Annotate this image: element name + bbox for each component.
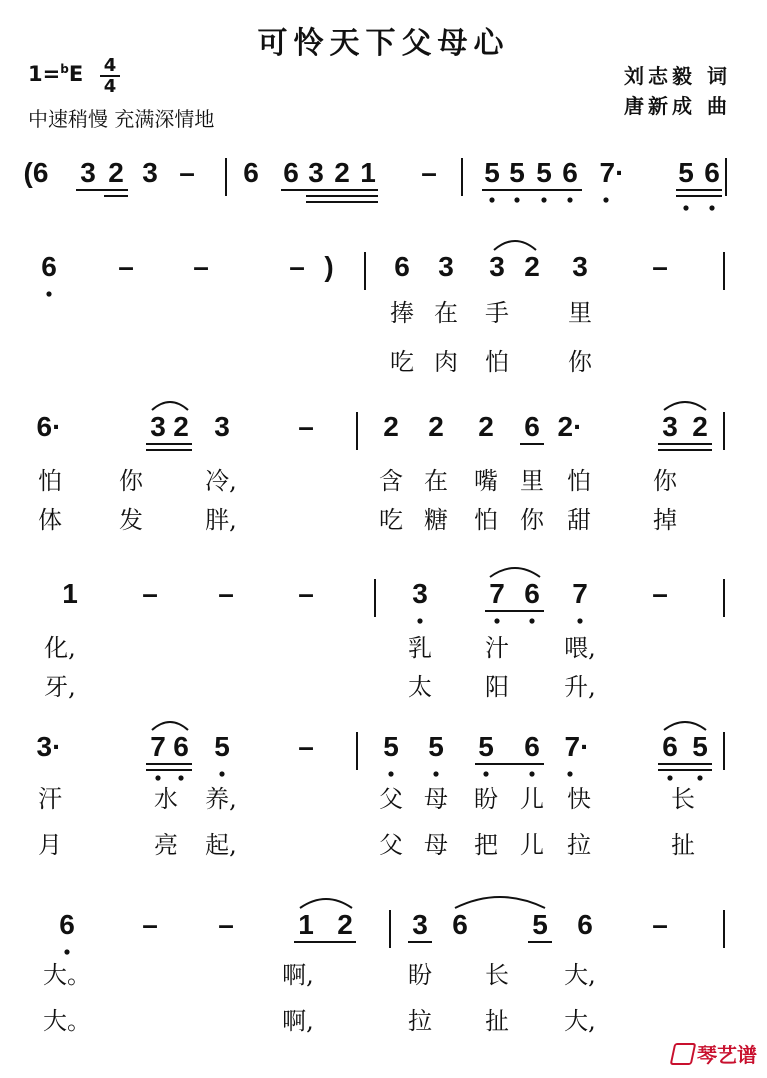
logo-icon [670, 1043, 697, 1065]
lyric-char: 掉 [653, 506, 677, 534]
lyricist-credit: 刘志毅 词 [624, 64, 731, 88]
note: 6 [562, 157, 578, 188]
lyric-char: 盼 [474, 785, 498, 813]
lyric-char: 含 [379, 467, 403, 495]
low-octave-dot [178, 775, 183, 780]
lyric-char: 大, [564, 1007, 596, 1035]
low-octave-dot [709, 205, 714, 210]
note: 6 [173, 731, 189, 762]
lyric-char: 儿 [520, 831, 544, 859]
lyric-char: 甜 [567, 506, 591, 534]
note: 5 [692, 731, 708, 762]
lyric-char: 冷, [205, 467, 237, 495]
lyric-char: 拉 [567, 831, 591, 859]
lyric-char: 太 [408, 673, 432, 701]
note: 2 [334, 157, 350, 188]
dash: – [179, 157, 195, 188]
site-logo: 琴艺谱 [672, 1039, 757, 1068]
note: 6 [662, 731, 678, 762]
lyric-char: 怕 [567, 467, 591, 495]
lyric-char: 大。 [43, 961, 91, 989]
note: 6 [59, 909, 75, 940]
lyric-char: 发 [119, 506, 143, 534]
lyric-char: 怕 [474, 506, 498, 534]
note: 7· [599, 157, 625, 188]
lyric-char: 长 [671, 785, 695, 813]
note: 5 [383, 731, 399, 762]
dash: – [142, 909, 158, 940]
lyric-char: 在 [434, 299, 458, 327]
note: 6 [394, 251, 410, 282]
dash: – [298, 731, 314, 762]
low-octave-dot [433, 771, 438, 776]
lyric-char: 啊, [282, 1007, 314, 1035]
lyric-char: 把 [474, 831, 498, 859]
paren: ) [324, 251, 334, 282]
low-octave-dot [567, 197, 572, 202]
lyric-char: 吃 [379, 506, 403, 534]
note: 1 [62, 578, 78, 609]
lyric-char: 起, [205, 831, 237, 859]
lyric-char: 盼 [408, 961, 432, 989]
note: 2 [692, 411, 708, 442]
dash: – [118, 251, 134, 282]
low-octave-dot [46, 291, 51, 296]
lyric-char: 父 [379, 785, 403, 813]
note: 5 [214, 731, 230, 762]
low-octave-dot [667, 775, 672, 780]
dash: – [218, 578, 234, 609]
note: 3 [80, 157, 96, 188]
low-octave-dot [489, 197, 494, 202]
note: 7 [489, 578, 505, 609]
note: 2 [478, 411, 494, 442]
note: 3 [150, 411, 166, 442]
lyric-char: 牙, [44, 673, 76, 701]
note: 2· [557, 411, 583, 442]
low-octave-dot [155, 775, 160, 780]
note: 3 [489, 251, 505, 282]
key-signature: 1=$^b$E [28, 62, 84, 86]
note: 3· [36, 731, 62, 762]
lyric-char: 养, [205, 785, 237, 813]
dash: – [421, 157, 437, 188]
lyric-char: 怕 [485, 348, 509, 376]
lyric-char: 啊, [282, 961, 314, 989]
lyric-char: 体 [38, 506, 62, 534]
lyric-char: 汗 [38, 785, 62, 813]
note: 2 [428, 411, 444, 442]
lyric-char: 捧 [390, 299, 414, 327]
note: 6 [704, 157, 720, 188]
lyric-char: 吃 [390, 348, 414, 376]
tie-slur [300, 899, 352, 908]
lyric-char: 糖 [424, 506, 448, 534]
tempo-marking: 中速稍慢 充满深情地 [28, 107, 215, 131]
note: 5 [678, 157, 694, 188]
lyric-char: 水 [154, 785, 178, 813]
note: 7 [150, 731, 166, 762]
lyric-char: 喂, [564, 634, 596, 662]
lyric-char: 母 [424, 831, 448, 859]
note: 3 [308, 157, 324, 188]
note: 6 [41, 251, 57, 282]
tie-slur [455, 897, 545, 908]
lyric-char: 你 [520, 506, 544, 534]
low-octave-dot [219, 771, 224, 776]
lyric-char: 汁 [485, 634, 509, 662]
lyric-char: 大。 [43, 1007, 91, 1035]
dash: – [652, 251, 668, 282]
note: 3 [214, 411, 230, 442]
note: 5 [478, 731, 494, 762]
lyric-char: 里 [568, 299, 592, 327]
dash: – [289, 251, 305, 282]
tie-slur [152, 722, 188, 730]
lyric-char: 你 [653, 467, 677, 495]
note: 3 [412, 578, 428, 609]
note: 6· [36, 411, 62, 442]
lyric-char: 亮 [154, 831, 178, 859]
lyric-char: 月 [38, 831, 62, 859]
lyric-char: 拉 [408, 1007, 432, 1035]
dash: – [298, 411, 314, 442]
note: 6 [283, 157, 299, 188]
note: 5 [532, 909, 548, 940]
lyric-char: 快 [567, 785, 591, 813]
note: 5 [509, 157, 525, 188]
note: 2 [337, 909, 353, 940]
lyric-char: 肉 [434, 348, 458, 376]
lyric-char: 扯 [485, 1007, 509, 1035]
low-octave-dot [529, 771, 534, 776]
lyric-char: 你 [568, 348, 592, 376]
low-octave-dot [577, 618, 582, 623]
note: 2 [173, 411, 189, 442]
low-octave-dot [697, 775, 702, 780]
lyric-char: 怕 [38, 467, 62, 495]
note: 2 [108, 157, 124, 188]
lyric-char: 儿 [520, 785, 544, 813]
lyric-char: 扯 [671, 831, 695, 859]
note: 6 [452, 909, 468, 940]
low-octave-dot [541, 197, 546, 202]
dash: – [142, 578, 158, 609]
dash: – [652, 909, 668, 940]
low-octave-dot [603, 197, 608, 202]
tie-slur [490, 568, 540, 577]
note: 5 [536, 157, 552, 188]
low-octave-dot [494, 618, 499, 623]
lyric-char: 嘴 [474, 467, 498, 495]
low-octave-dot [529, 618, 534, 623]
note: 2 [383, 411, 399, 442]
note: 3 [662, 411, 678, 442]
note: 5 [428, 731, 444, 762]
dash: – [193, 251, 209, 282]
note: 3 [438, 251, 454, 282]
tie-slur [664, 722, 706, 730]
lyric-char: 父 [379, 831, 403, 859]
note: 3 [412, 909, 428, 940]
low-octave-dot [388, 771, 393, 776]
lyric-char: 里 [520, 467, 544, 495]
lyric-char: 长 [485, 961, 509, 989]
note: (6 [23, 157, 49, 188]
lyric-char: 手 [485, 299, 509, 327]
dash: – [652, 578, 668, 609]
note: 1 [298, 909, 314, 940]
note: 6 [243, 157, 259, 188]
lyric-char: 升, [564, 673, 596, 701]
tie-slur [664, 402, 706, 410]
lyric-char: 阳 [485, 673, 509, 701]
note: 3 [572, 251, 588, 282]
low-octave-dot [683, 205, 688, 210]
lyric-char: 你 [119, 467, 143, 495]
note: 6 [524, 731, 540, 762]
low-octave-dot [567, 771, 572, 776]
note: 7· [564, 731, 590, 762]
lyric-char: 母 [424, 785, 448, 813]
tie-slur [152, 402, 188, 410]
note: 6 [524, 411, 540, 442]
note: 3 [142, 157, 158, 188]
low-octave-dot [64, 949, 69, 954]
note: 1 [360, 157, 376, 188]
lyric-char: 大, [564, 961, 596, 989]
note: 6 [577, 909, 593, 940]
low-octave-dot [483, 771, 488, 776]
note: 7 [572, 578, 588, 609]
note: 2 [524, 251, 540, 282]
composer-credit: 唐新成 曲 [624, 94, 731, 118]
lyric-char: 胖, [205, 506, 237, 534]
time-signature: 4 4 [100, 56, 120, 96]
tie-slur [494, 241, 536, 250]
lyric-char: 化, [44, 634, 76, 662]
dash: – [218, 909, 234, 940]
dash: – [298, 578, 314, 609]
lyric-char: 在 [424, 467, 448, 495]
lyric-char: 乳 [408, 634, 432, 662]
low-octave-dot [514, 197, 519, 202]
note: 6 [524, 578, 540, 609]
note: 5 [484, 157, 500, 188]
low-octave-dot [417, 618, 422, 623]
song-title: 可怜天下父母心 [257, 26, 510, 61]
